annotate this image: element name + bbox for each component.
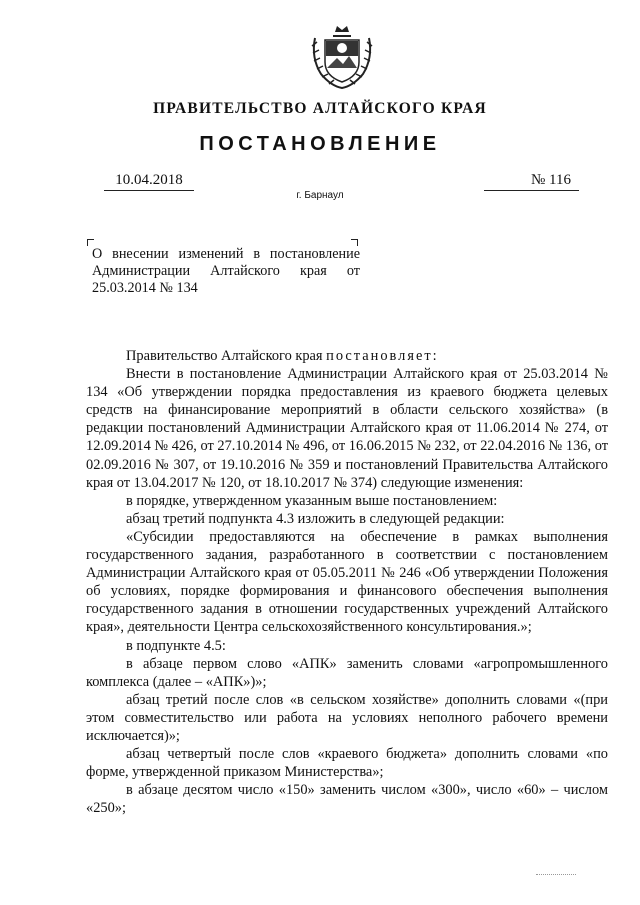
body-paragraph: абзац третий после слов «в сельском хозяйстве» дополнить словами «(при этом совместительство или работа на условиях неполного рабочего времени исключается)»; bbox=[86, 691, 608, 744]
subject-bracket-left bbox=[87, 239, 94, 246]
city-label: г. Барнаул bbox=[296, 190, 344, 201]
intro-paragraph bbox=[86, 347, 608, 365]
government-name: ПРАВИТЕЛЬСТВО АЛТАЙСКОГО КРАЯ bbox=[153, 100, 487, 117]
body-paragraph: абзац третий подпункта 4.3 изложить в следующей редакции: bbox=[126, 510, 505, 527]
body-paragraph: Внести в постановление Администрации Алтайского края от 25.03.2014 № 134 «Об утверждении порядка предоставления из краевого бюджета целевых средств на финансирование мероприятий в области сельского хозяйства» (в редакции постановлений Администрации Алтайского края от 11.06.2014 № 274, от 12.09.2014 № 426, от 27.10.2014 № 496, от 16.06.2015 № 232, от 22.04.2016 № 136, от 02.09.2016 № 307, от 19.10.2016 № 359 и постановлений Правительства Алтайского края от 13.04.2017 № 120, от 18.10.2017 № 374) следующие изменения: bbox=[86, 366, 608, 491]
document-type: ПОСТАНОВЛЕНИЕ bbox=[199, 133, 441, 155]
body-paragraph: в абзаце десятом число «150» заменить числом «300», число «60» – числом «250»; bbox=[86, 782, 608, 817]
document-body bbox=[86, 347, 608, 817]
intro-suffix: : bbox=[432, 348, 437, 364]
coat-of-arms-icon bbox=[307, 18, 377, 90]
intro-prefix: Правительство Алтайского края bbox=[126, 348, 327, 364]
scan-artifact bbox=[536, 874, 576, 876]
body-paragraph: в абзаце первом слово «АПК» заменить словами «агропромышленного комплекса (далее – «АПК»)»; bbox=[86, 655, 608, 690]
document-date: 10.04.2018 bbox=[104, 172, 194, 191]
document-subject: О внесении изменений в постановление Администрации Алтайского края от 25.03.2014 № 134 bbox=[92, 246, 360, 296]
document-number: № 116 bbox=[484, 172, 579, 191]
subject-bracket-right bbox=[351, 239, 358, 246]
body-paragraph: в подпункте 4.5: bbox=[126, 637, 226, 654]
intro-verb: постановляет bbox=[326, 348, 433, 364]
body-paragraph: абзац четвертый после слов «краевого бюджета» дополнить словами «по форме, утвержденной приказом Министерства»; bbox=[86, 746, 608, 781]
body-paragraph: «Субсидии предоставляются на обеспечение в рамках выполнения государственного задания, разработанного в соответствии с постановлением Администрации Алтайского края от 05.05.2011 № 246 «Об утверждении Положения об условиях, порядке формирования и финансового обеспечения выполнения государственного задания в отношении государственных учреждений Алтайского края», деятельности Центра сельскохозяйственного консультирования.»; bbox=[86, 528, 608, 636]
body-paragraph: в порядке, утвержденном указанным выше постановлением: bbox=[126, 492, 498, 509]
